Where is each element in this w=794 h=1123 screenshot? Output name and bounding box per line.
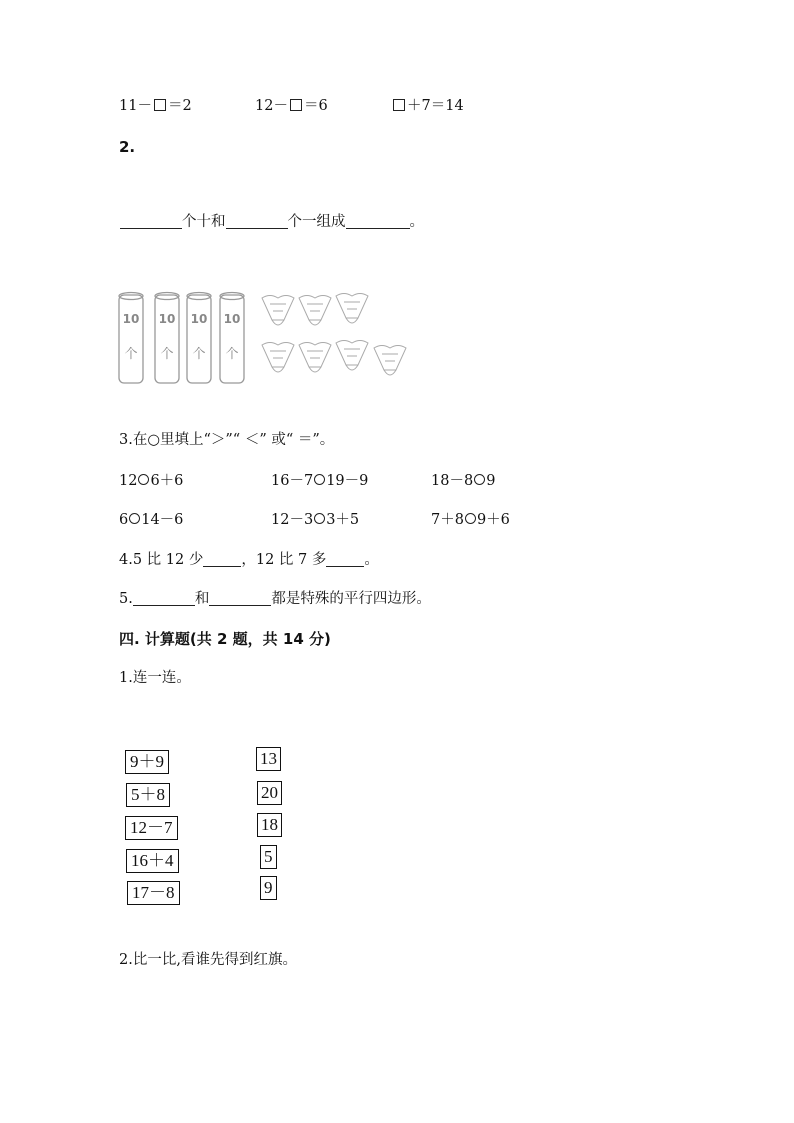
question-3-prompt: 3.在○里填上“＞”“ ＜” 或“ ＝”。 — [119, 432, 335, 448]
question-2-label: 2. — [119, 138, 136, 156]
match-left-item[interactable]: 9＋9 — [125, 750, 169, 774]
compare-item: 6 14－6 — [119, 512, 184, 528]
blank-more[interactable] — [326, 552, 364, 567]
calc-question-1-label: 1.连一连。 — [119, 670, 191, 686]
match-left-item[interactable]: 12－7 — [125, 816, 178, 840]
blank-ones[interactable] — [226, 214, 288, 229]
tube-1 — [119, 293, 143, 384]
match-right-item[interactable]: 20 — [257, 781, 282, 805]
equation-2: 12－ ＝6 — [255, 98, 328, 114]
compare-item: 12－3 3＋5 — [271, 512, 360, 528]
compare-circle[interactable] — [314, 513, 325, 524]
section-4-title: 四. 计算题(共 2 题，共 14 分) — [119, 630, 331, 648]
match-right-item[interactable]: 9 — [260, 876, 277, 900]
match-left-item[interactable]: 5＋8 — [126, 783, 170, 807]
question-5: 5. 和 都是特殊的平行四边形。 — [119, 591, 431, 607]
compare-circle[interactable] — [314, 474, 325, 485]
equation-3: ＋7＝14 — [391, 97, 464, 115]
match-left-item[interactable]: 16＋4 — [126, 849, 179, 873]
equation-1: 11－ ＝2 — [119, 98, 192, 114]
tube-number-label: 10 — [190, 312, 208, 326]
blank-shape-2[interactable] — [209, 591, 271, 606]
tube-number-label: 10 — [158, 312, 176, 326]
blank-tens[interactable] — [120, 214, 182, 229]
calc-question-2-label: 2.比一比,看谁先得到红旗。 — [119, 952, 297, 968]
compare-item: 18－8 9 — [431, 473, 496, 489]
compare-circle[interactable] — [129, 513, 140, 524]
tube-4 — [220, 293, 244, 384]
blank-shape-1[interactable] — [133, 591, 195, 606]
answer-box[interactable] — [290, 99, 302, 111]
compare-item: 12 6＋6 — [119, 473, 184, 489]
blank-total[interactable] — [346, 214, 410, 229]
compare-item: 7＋8 9＋6 — [431, 512, 510, 528]
question-4: 4.5 比 12 少 ，12 比 7 多 。 — [119, 552, 379, 568]
answer-box[interactable] — [393, 99, 405, 111]
tube-3 — [187, 293, 211, 384]
tube-unit-label: 个 — [192, 347, 206, 362]
match-right-item[interactable]: 5 — [260, 845, 277, 869]
answer-box[interactable] — [154, 99, 166, 111]
match-right-item[interactable]: 13 — [256, 747, 281, 771]
tube-unit-label: 个 — [225, 347, 239, 362]
question-2-fill: 个十和 个一组成 。 — [120, 213, 424, 231]
tube-2 — [155, 293, 179, 384]
compare-circle[interactable] — [138, 474, 149, 485]
compare-circle[interactable] — [474, 474, 485, 485]
compare-item: 16－7 19－9 — [271, 473, 369, 489]
blank-less[interactable] — [203, 552, 241, 567]
tube-number-label: 10 — [223, 312, 241, 326]
compare-circle[interactable] — [465, 513, 476, 524]
tube-unit-label: 个 — [124, 347, 138, 362]
match-left-item[interactable]: 17－8 — [127, 881, 180, 905]
tube-number-label: 10 — [122, 312, 140, 326]
shuttlecock-illustration — [112, 288, 422, 388]
match-right-item[interactable]: 18 — [257, 813, 282, 837]
tube-unit-label: 个 — [160, 347, 174, 362]
